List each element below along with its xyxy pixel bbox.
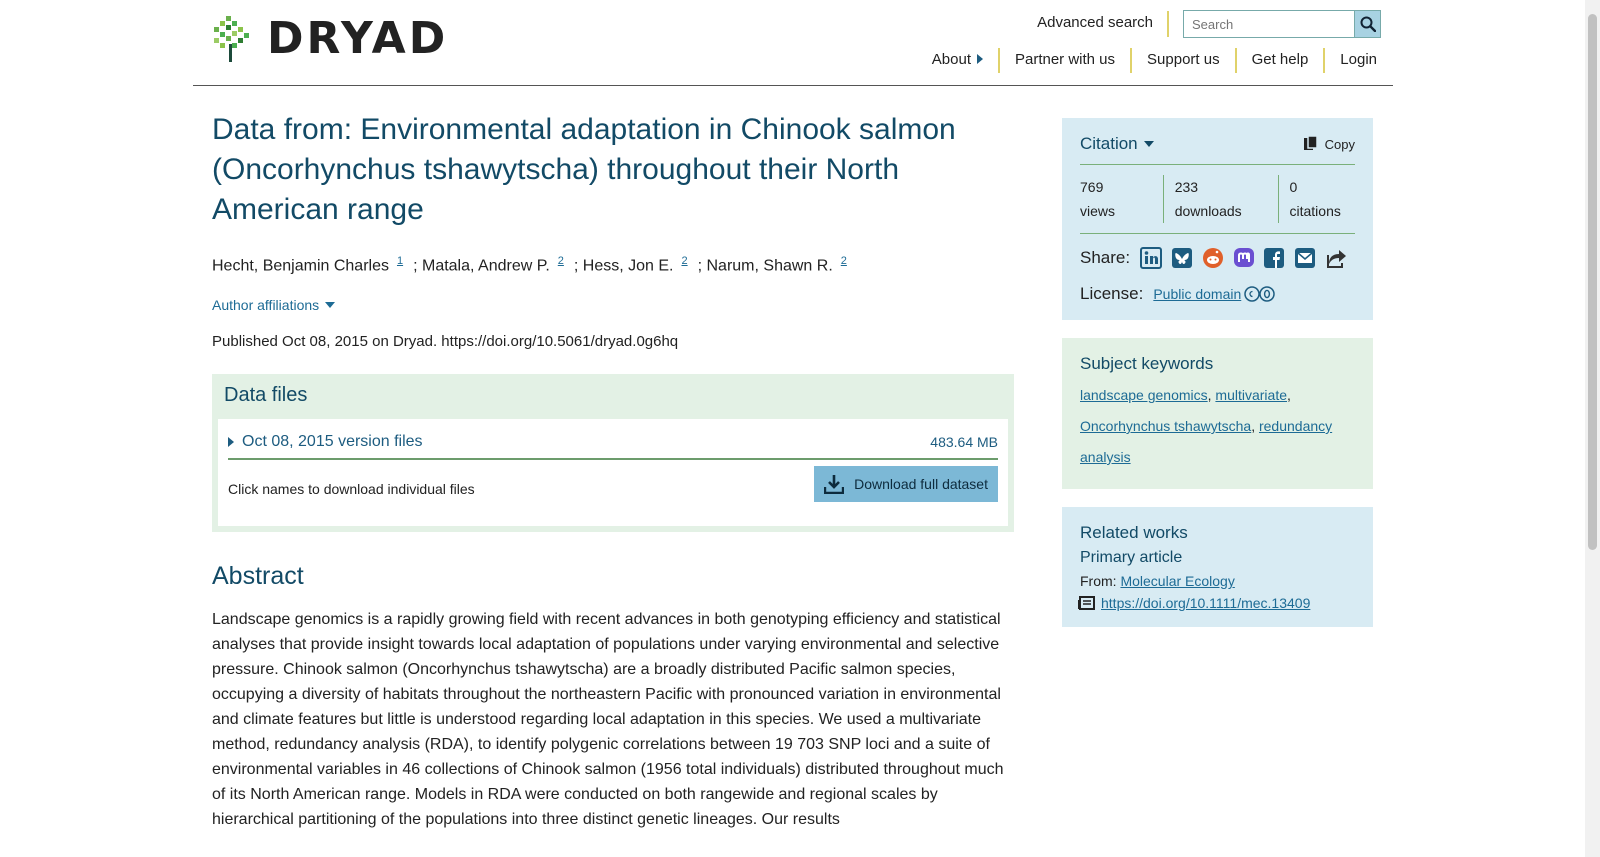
data-files-title: Data files: [224, 384, 308, 407]
email-icon[interactable]: [1294, 246, 1317, 270]
sidebar: [1062, 118, 1373, 645]
search-input[interactable]: [1183, 10, 1354, 38]
abstract-heading: Abstract: [212, 562, 304, 591]
metric-label: downloads: [1174, 203, 1242, 219]
keywords-list: landscape genomics, multivariate, Oncorhynchus tshawytscha, redundancy analysis: [1080, 387, 1333, 465]
license-link[interactable]: Public domain: [1153, 286, 1242, 302]
advanced-search-link[interactable]: Advanced search: [1037, 11, 1169, 37]
citation-panel: [1062, 118, 1373, 320]
publication-info: Published Oct 08, 2015 on Dryad. https://doi.org/10.5061/dryad.0g6hq: [212, 333, 679, 351]
related-works-panel: [1062, 507, 1373, 627]
affiliation-link[interactable]: 2: [681, 255, 688, 267]
citation-title: Citation: [1080, 134, 1138, 153]
caret-right-icon: [977, 54, 983, 64]
journal-link[interactable]: Molecular Ecology: [1120, 573, 1235, 589]
article-doi-row: [1077, 595, 1355, 611]
journal-row: [1080, 573, 1355, 589]
metric-label: views: [1080, 203, 1116, 219]
copy-icon: [1303, 135, 1319, 153]
author: [698, 252, 853, 275]
primary-article-label: Primary article: [1080, 549, 1183, 566]
mastodon-icon[interactable]: [1232, 246, 1255, 270]
facebook-icon[interactable]: [1263, 246, 1286, 270]
from-label: From:: [1080, 573, 1117, 589]
metric-views: [1080, 175, 1163, 223]
author-affiliations-toggle[interactable]: [212, 297, 335, 313]
metric-value: 769: [1080, 179, 1104, 195]
keywords-title: Subject keywords: [1080, 354, 1214, 373]
metrics: [1080, 165, 1355, 234]
version-size: 483.64 MB: [930, 434, 998, 451]
citation-toggle[interactable]: [1080, 134, 1154, 154]
author-list: [212, 252, 1014, 275]
nav-login[interactable]: Login: [1323, 48, 1381, 73]
nav-about[interactable]: [917, 48, 998, 73]
metric-citations: [1278, 175, 1356, 223]
data-files-body: [218, 419, 1008, 526]
author-name[interactable]: ; Matala, Andrew P.: [413, 257, 550, 275]
utility-nav: [1037, 10, 1381, 38]
abstract-text: Landscape genomics is a rapidly growing field with recent advances in both genotyping efficiency and statistical analyses that provide insight towards local adaptation of populations under varying environmental and selective pressure. Chinook salmon (Oncorhynchus tshawytscha) are a broadly distributed Pacific salmon species, occupying a diversity of habitats throughout the northeastern Pacific with pronounced variation in environmental and climate features but little is understood regarding local adaptation in this species. We used a multivariate method, redundancy analysis (RDA), to identify polygenic correlations between 19 703 SNP loci and a suite of environmental variables in 46 collections of Chinook salmon (1956 total individuals) distributed throughout much of its North American range. Models in RDA were conducted on both rangewide and regional scales by hierarchical partitioning of the populations into three distinct genetic lineages. Our results: [212, 611, 1004, 829]
license-label: License:: [1080, 284, 1144, 303]
nav-help[interactable]: Get help: [1235, 48, 1324, 73]
copy-label: Copy: [1324, 136, 1355, 152]
citation-header: [1080, 134, 1355, 165]
search-icon: [1360, 16, 1376, 32]
affiliation-link[interactable]: 2: [840, 255, 847, 267]
download-icon: [824, 474, 844, 494]
download-full-dataset-button[interactable]: [814, 466, 998, 502]
keyword-link[interactable]: landscape genomics: [1080, 387, 1208, 403]
affiliation-link[interactable]: 1: [396, 255, 404, 267]
version-files-toggle[interactable]: [228, 433, 423, 451]
author: [574, 252, 694, 275]
keyword-link[interactable]: Oncorhynchus tshawytscha: [1080, 418, 1252, 434]
share-icon[interactable]: [1324, 246, 1347, 270]
author-name[interactable]: ; Hess, Jon E.: [573, 257, 674, 275]
author-name[interactable]: Hecht, Benjamin Charles: [212, 257, 389, 275]
main-nav: [917, 48, 1381, 73]
search-box: [1183, 10, 1381, 38]
dataset-title: Data from: Environmental adaptation in Chinook salmon (Oncorhynchus tshawytscha) throughout their North American range: [212, 113, 956, 226]
search-button[interactable]: [1354, 10, 1381, 38]
nav-about-label: About: [931, 51, 971, 68]
metric-value: 233: [1174, 179, 1199, 195]
data-files-footer: [228, 476, 998, 502]
metric-value: 0: [1289, 179, 1298, 195]
metric-label: citations: [1289, 203, 1341, 219]
article-icon: [1077, 595, 1095, 611]
license-row: [1080, 284, 1355, 304]
caret-down-icon: [1144, 141, 1154, 147]
author: [413, 252, 570, 275]
related-works-title: Related works: [1080, 523, 1188, 542]
data-files-section: [212, 374, 1014, 532]
metric-downloads: [1163, 175, 1278, 223]
article-doi-link[interactable]: https://doi.org/10.1111/mec.13409: [1101, 595, 1311, 611]
tree-logo-icon: [213, 16, 249, 62]
bluesky-icon[interactable]: [1171, 246, 1194, 270]
caret-down-icon: [325, 302, 335, 308]
logo-wordmark: DRYAD: [267, 13, 449, 64]
cc-zero-icon: [1244, 286, 1276, 302]
caret-right-icon: [228, 437, 234, 447]
keywords-panel: [1062, 338, 1373, 489]
reddit-icon[interactable]: [1202, 246, 1225, 270]
keyword-link[interactable]: multivariate: [1215, 387, 1288, 403]
vertical-scrollbar[interactable]: [1585, 0, 1600, 857]
author-name[interactable]: ; Narum, Shawn R.: [697, 257, 833, 275]
dryad-logo[interactable]: [213, 13, 449, 64]
author-affiliations-label: Author affiliations: [212, 297, 320, 314]
scrollbar-thumb[interactable]: [1588, 14, 1597, 550]
affiliation-link[interactable]: 2: [557, 255, 564, 267]
linkedin-icon[interactable]: [1140, 246, 1163, 270]
keyword-link[interactable]: redundancy analysis: [1080, 418, 1333, 465]
main-content: [212, 110, 1014, 832]
nav-support[interactable]: Support us: [1130, 48, 1235, 73]
author: [212, 252, 409, 275]
share-row: [1080, 246, 1355, 270]
nav-partner[interactable]: Partner with us: [998, 48, 1130, 73]
version-files-label: Oct 08, 2015 version files: [242, 433, 423, 451]
copy-citation-button[interactable]: [1303, 135, 1355, 153]
site-header: [193, 0, 1393, 86]
download-note: Click names to download individual files: [228, 481, 475, 498]
download-full-dataset-label: Download full dataset: [854, 476, 988, 493]
share-label: Share:: [1080, 248, 1131, 267]
version-row: [228, 433, 998, 460]
